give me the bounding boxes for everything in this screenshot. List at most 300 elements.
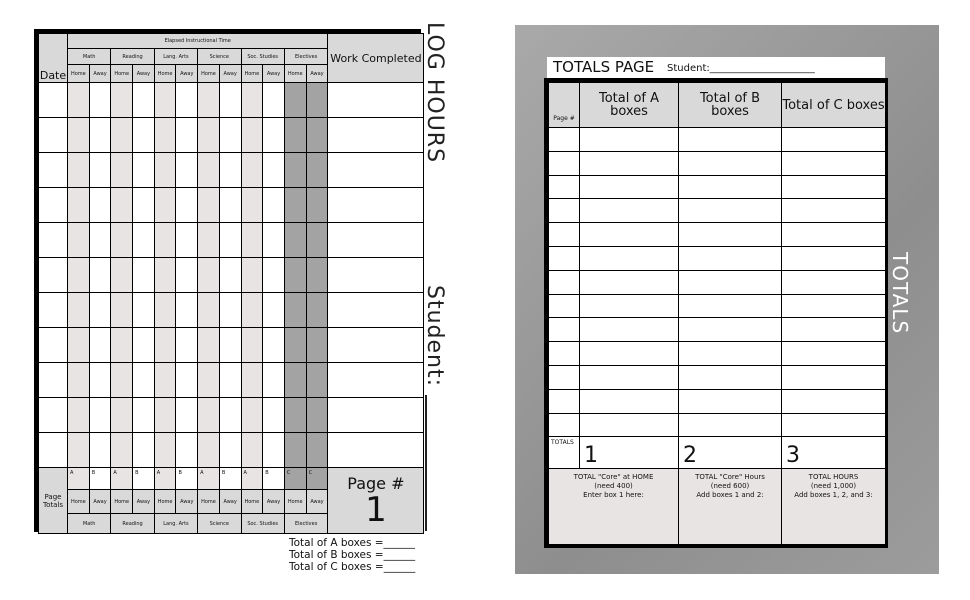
total-cell[interactable] xyxy=(782,389,886,413)
total-cell[interactable] xyxy=(782,175,886,199)
totals-row xyxy=(549,413,886,437)
page-number-cell[interactable] xyxy=(549,270,580,294)
log-row xyxy=(39,328,424,363)
hours-cell[interactable] xyxy=(133,83,155,118)
hours-cell[interactable] xyxy=(154,433,176,468)
hours-cell[interactable] xyxy=(133,188,155,223)
log-row xyxy=(39,223,424,258)
hours-cell[interactable] xyxy=(68,293,90,328)
total-cell[interactable] xyxy=(782,246,886,270)
hours-cell[interactable] xyxy=(133,398,155,433)
hours-cell[interactable] xyxy=(68,118,90,153)
page-number-cell[interactable] xyxy=(549,413,580,437)
hours-cell[interactable] xyxy=(241,258,263,293)
hours-cell[interactable] xyxy=(154,363,176,398)
totals-table xyxy=(548,82,886,545)
subject-footer: Science xyxy=(198,514,241,534)
hours-cell[interactable] xyxy=(306,223,328,258)
totals-row xyxy=(549,223,886,247)
hours-cell[interactable] xyxy=(263,398,285,433)
total-cell[interactable] xyxy=(679,151,782,175)
instruction-line: Add boxes 1, 2, and 3: xyxy=(794,491,873,500)
work-completed-cell[interactable] xyxy=(328,433,424,468)
date-cell[interactable] xyxy=(39,398,68,433)
page-number-cell[interactable] xyxy=(549,318,580,342)
hours-cell[interactable] xyxy=(111,188,133,223)
page-number-cell[interactable] xyxy=(549,175,580,199)
hours-cell[interactable] xyxy=(241,188,263,223)
instruction-line: Add boxes 1 and 2: xyxy=(696,491,764,500)
hours-cell[interactable] xyxy=(68,398,90,433)
hours-cell[interactable] xyxy=(89,433,111,468)
hours-cell[interactable] xyxy=(198,328,220,363)
hours-cell[interactable] xyxy=(263,188,285,223)
hours-cell[interactable] xyxy=(219,433,241,468)
hours-cell[interactable] xyxy=(306,83,328,118)
hours-cell[interactable] xyxy=(284,188,306,223)
subject-footer: Reading xyxy=(111,514,154,534)
total-box-b[interactable]: B xyxy=(133,468,155,490)
date-cell[interactable] xyxy=(39,153,68,188)
hours-cell[interactable] xyxy=(306,328,328,363)
total-cell[interactable] xyxy=(782,128,886,152)
hours-cell[interactable] xyxy=(306,258,328,293)
away-label: Away xyxy=(306,490,328,514)
total-cell[interactable] xyxy=(679,128,782,152)
instructions-row xyxy=(549,469,886,545)
date-cell[interactable] xyxy=(39,293,68,328)
work-completed-cell[interactable] xyxy=(328,398,424,433)
hours-cell[interactable] xyxy=(133,258,155,293)
hours-cell[interactable] xyxy=(176,83,198,118)
hours-cell[interactable] xyxy=(198,153,220,188)
home-label: Home xyxy=(241,490,263,514)
page-totals-row xyxy=(39,468,424,490)
work-completed-cell[interactable] xyxy=(328,363,424,398)
date-cell[interactable] xyxy=(39,433,68,468)
hours-cell[interactable] xyxy=(111,363,133,398)
hours-cell[interactable] xyxy=(241,118,263,153)
hours-cell[interactable] xyxy=(306,433,328,468)
hours-cell[interactable] xyxy=(89,398,111,433)
hours-cell[interactable] xyxy=(219,153,241,188)
grand-total-box-2[interactable]: 2 xyxy=(679,437,782,469)
instruction-line: (need 400) xyxy=(594,482,633,491)
total-cell[interactable] xyxy=(679,365,782,389)
hours-cell[interactable] xyxy=(263,153,285,188)
page-number-cell[interactable] xyxy=(549,199,580,223)
hours-cell[interactable] xyxy=(68,83,90,118)
log-row xyxy=(39,118,424,153)
totals-table-frame xyxy=(544,78,888,548)
log-row xyxy=(39,153,424,188)
hours-cell[interactable] xyxy=(219,223,241,258)
hours-cell[interactable] xyxy=(68,258,90,293)
hours-cell[interactable] xyxy=(89,293,111,328)
total-cell[interactable] xyxy=(679,389,782,413)
total-cell[interactable] xyxy=(580,151,679,175)
total-cell[interactable] xyxy=(679,246,782,270)
hours-cell[interactable] xyxy=(68,188,90,223)
hours-cell[interactable] xyxy=(306,398,328,433)
away-header: Away xyxy=(219,65,241,83)
hours-cell[interactable] xyxy=(176,293,198,328)
home-header: Home xyxy=(154,65,176,83)
hours-cell[interactable] xyxy=(176,153,198,188)
hours-cell[interactable] xyxy=(284,118,306,153)
totals-row xyxy=(549,270,886,294)
hours-cell[interactable] xyxy=(111,118,133,153)
totals-row xyxy=(549,128,886,152)
page-number-cell[interactable] xyxy=(549,294,580,318)
instruction-line: TOTAL "Core" Hours xyxy=(695,473,765,482)
hours-cell[interactable] xyxy=(263,83,285,118)
total-box-c[interactable]: C xyxy=(284,468,306,490)
work-completed-header: Work Completed xyxy=(328,34,424,83)
hours-cell[interactable] xyxy=(263,223,285,258)
total-cell[interactable] xyxy=(580,270,679,294)
totals-row xyxy=(549,151,886,175)
totals-row xyxy=(549,246,886,270)
hours-cell[interactable] xyxy=(284,398,306,433)
hours-cell[interactable] xyxy=(154,83,176,118)
date-cell[interactable] xyxy=(39,223,68,258)
total-cell[interactable] xyxy=(580,128,679,152)
log-row xyxy=(39,83,424,118)
hours-cell[interactable] xyxy=(154,118,176,153)
page-number-cell[interactable] xyxy=(549,223,580,247)
totals-header: Page # xyxy=(549,83,580,128)
hours-cell[interactable] xyxy=(198,433,220,468)
hours-cell[interactable] xyxy=(284,328,306,363)
hours-cell[interactable] xyxy=(263,293,285,328)
date-header: Date xyxy=(39,34,68,83)
total-cell[interactable] xyxy=(580,246,679,270)
hours-cell[interactable] xyxy=(154,293,176,328)
hours-cell[interactable] xyxy=(306,118,328,153)
total-cell[interactable] xyxy=(580,389,679,413)
hours-cell[interactable] xyxy=(241,153,263,188)
hours-cell[interactable] xyxy=(68,433,90,468)
work-completed-cell[interactable] xyxy=(328,223,424,258)
box-total-line[interactable]: Total of A boxes =______ xyxy=(289,537,416,549)
total-box-b[interactable]: B xyxy=(263,468,285,490)
away-header: Away xyxy=(306,65,328,83)
hours-cell[interactable] xyxy=(241,83,263,118)
hours-cell[interactable] xyxy=(68,328,90,363)
total-cell[interactable] xyxy=(782,342,886,366)
hours-cell[interactable] xyxy=(306,363,328,398)
away-header: Away xyxy=(176,65,198,83)
hours-cell[interactable] xyxy=(133,153,155,188)
date-cell[interactable] xyxy=(39,118,68,153)
hours-cell[interactable] xyxy=(176,328,198,363)
subject-footer: Electives xyxy=(284,514,328,534)
instruction-line: TOTAL "Core" at HOME xyxy=(573,473,654,482)
hours-cell[interactable] xyxy=(68,153,90,188)
hours-cell[interactable] xyxy=(68,223,90,258)
total-box-b[interactable]: B xyxy=(89,468,111,490)
hours-cell[interactable] xyxy=(284,258,306,293)
hours-cell[interactable] xyxy=(263,433,285,468)
instruction-line: TOTAL HOURS xyxy=(808,473,859,482)
hours-cell[interactable] xyxy=(111,83,133,118)
hours-cell[interactable] xyxy=(133,433,155,468)
hours-cell[interactable] xyxy=(219,293,241,328)
hours-cell[interactable] xyxy=(306,293,328,328)
hours-cell[interactable] xyxy=(133,118,155,153)
home-label: Home xyxy=(198,490,220,514)
header-row xyxy=(549,83,886,128)
subject-header: Reading xyxy=(111,49,154,65)
total-cell[interactable] xyxy=(782,270,886,294)
hours-cell[interactable] xyxy=(154,328,176,363)
hours-cell[interactable] xyxy=(154,223,176,258)
hours-cell[interactable] xyxy=(241,223,263,258)
hours-cell[interactable] xyxy=(154,398,176,433)
hours-cell[interactable] xyxy=(111,223,133,258)
log-row xyxy=(39,188,424,223)
page-number-cell[interactable] xyxy=(549,389,580,413)
page-number-cell[interactable] xyxy=(549,246,580,270)
away-label: Away xyxy=(89,490,111,514)
total-box-a[interactable]: A xyxy=(198,468,220,490)
hours-cell[interactable] xyxy=(111,398,133,433)
instruction-cell[interactable] xyxy=(782,469,886,545)
total-box-a[interactable]: A xyxy=(241,468,263,490)
hours-cell[interactable] xyxy=(219,398,241,433)
hours-cell[interactable] xyxy=(176,363,198,398)
hours-cell[interactable] xyxy=(219,83,241,118)
hours-cell[interactable] xyxy=(241,398,263,433)
total-cell[interactable] xyxy=(782,318,886,342)
page-number[interactable]: 1 xyxy=(365,490,387,530)
subject-header: Electives xyxy=(284,49,328,65)
hours-cell[interactable] xyxy=(241,363,263,398)
home-header: Home xyxy=(68,65,90,83)
hours-cell[interactable] xyxy=(89,188,111,223)
total-cell[interactable] xyxy=(580,223,679,247)
hours-cell[interactable] xyxy=(306,188,328,223)
total-cell[interactable] xyxy=(580,294,679,318)
away-label: Away xyxy=(176,490,198,514)
total-cell[interactable] xyxy=(679,223,782,247)
hours-cell[interactable] xyxy=(198,223,220,258)
totals-row xyxy=(549,318,886,342)
hours-cell[interactable] xyxy=(241,328,263,363)
totals-row xyxy=(549,199,886,223)
total-box-c[interactable]: C xyxy=(306,468,328,490)
page-number-box xyxy=(328,468,424,534)
page-number-cell[interactable] xyxy=(549,151,580,175)
hours-cell[interactable] xyxy=(89,118,111,153)
page-number-cell[interactable] xyxy=(549,365,580,389)
hours-cell[interactable] xyxy=(176,258,198,293)
hours-cell[interactable] xyxy=(306,153,328,188)
total-box-a[interactable]: A xyxy=(154,468,176,490)
hours-cell[interactable] xyxy=(284,433,306,468)
hours-cell[interactable] xyxy=(198,188,220,223)
hours-cell[interactable] xyxy=(219,258,241,293)
instruction-line: Enter box 1 here: xyxy=(583,491,644,500)
totals-row xyxy=(549,294,886,318)
total-cell[interactable] xyxy=(679,413,782,437)
hours-cell[interactable] xyxy=(263,258,285,293)
total-cell[interactable] xyxy=(679,318,782,342)
hours-cell[interactable] xyxy=(198,118,220,153)
hours-cell[interactable] xyxy=(198,363,220,398)
hours-cell[interactable] xyxy=(198,258,220,293)
page-label: Page # xyxy=(347,474,405,493)
total-cell[interactable] xyxy=(782,413,886,437)
hours-cell[interactable] xyxy=(263,363,285,398)
hours-cell[interactable] xyxy=(89,83,111,118)
subject-footer: Math xyxy=(68,514,111,534)
hours-cell[interactable] xyxy=(154,188,176,223)
total-cell[interactable] xyxy=(782,223,886,247)
hours-cell[interactable] xyxy=(89,223,111,258)
hours-cell[interactable] xyxy=(219,188,241,223)
hours-cell[interactable] xyxy=(241,433,263,468)
work-completed-cell[interactable] xyxy=(328,188,424,223)
hours-cell[interactable] xyxy=(111,328,133,363)
log-hours-table xyxy=(38,33,424,534)
hours-cell[interactable] xyxy=(176,118,198,153)
total-box-b[interactable]: B xyxy=(176,468,198,490)
page-number-cell[interactable] xyxy=(549,342,580,366)
hours-cell[interactable] xyxy=(198,398,220,433)
hours-cell[interactable] xyxy=(111,293,133,328)
total-cell[interactable] xyxy=(782,365,886,389)
page-number-cell[interactable] xyxy=(549,128,580,152)
hours-cell[interactable] xyxy=(89,328,111,363)
home-label: Home xyxy=(154,490,176,514)
date-cell[interactable] xyxy=(39,363,68,398)
totals-side-title: TOTALS xyxy=(888,252,912,335)
log-row xyxy=(39,293,424,328)
total-cell[interactable] xyxy=(782,151,886,175)
hours-cell[interactable] xyxy=(176,188,198,223)
date-cell[interactable] xyxy=(39,328,68,363)
hours-cell[interactable] xyxy=(133,293,155,328)
total-cell[interactable] xyxy=(580,199,679,223)
total-cell[interactable] xyxy=(679,294,782,318)
totals-student-field[interactable]: Student:_____________________ xyxy=(667,63,815,74)
hours-cell[interactable] xyxy=(154,258,176,293)
total-cell[interactable] xyxy=(679,270,782,294)
totals-label: TOTALS xyxy=(549,437,580,469)
work-completed-cell[interactable] xyxy=(328,153,424,188)
hours-cell[interactable] xyxy=(89,363,111,398)
totals-row xyxy=(549,389,886,413)
hours-cell[interactable] xyxy=(198,293,220,328)
total-cell[interactable] xyxy=(580,413,679,437)
page-totals-label: Page Totals xyxy=(39,468,68,534)
home-label: Home xyxy=(68,490,90,514)
work-completed-cell[interactable] xyxy=(328,118,424,153)
hours-cell[interactable] xyxy=(111,258,133,293)
home-header: Home xyxy=(241,65,263,83)
away-header: Away xyxy=(89,65,111,83)
work-completed-cell[interactable] xyxy=(328,293,424,328)
home-header: Home xyxy=(111,65,133,83)
hours-cell[interactable] xyxy=(263,118,285,153)
student-name-line[interactable] xyxy=(425,395,427,531)
date-cell[interactable] xyxy=(39,258,68,293)
hours-cell[interactable] xyxy=(284,293,306,328)
hours-cell[interactable] xyxy=(284,363,306,398)
total-cell[interactable] xyxy=(580,342,679,366)
date-cell[interactable] xyxy=(39,188,68,223)
home-header: Home xyxy=(284,65,306,83)
totals-row xyxy=(549,365,886,389)
log-row xyxy=(39,433,424,468)
hours-cell[interactable] xyxy=(263,328,285,363)
header-row xyxy=(39,34,424,49)
hours-cell[interactable] xyxy=(176,433,198,468)
total-box-a[interactable]: A xyxy=(111,468,133,490)
grand-total-box-1[interactable]: 1 xyxy=(580,437,679,469)
date-cell[interactable] xyxy=(39,83,68,118)
hours-cell[interactable] xyxy=(219,118,241,153)
box-totals xyxy=(289,537,415,573)
hours-cell[interactable] xyxy=(219,328,241,363)
hours-cell[interactable] xyxy=(176,398,198,433)
hours-cell[interactable] xyxy=(68,363,90,398)
total-cell[interactable] xyxy=(580,175,679,199)
work-completed-cell[interactable] xyxy=(328,258,424,293)
hours-cell[interactable] xyxy=(133,363,155,398)
totals-header: Total of B boxes xyxy=(679,83,782,128)
hours-cell[interactable] xyxy=(198,83,220,118)
hours-cell[interactable] xyxy=(111,153,133,188)
hours-cell[interactable] xyxy=(133,223,155,258)
total-cell[interactable] xyxy=(580,318,679,342)
totals-row xyxy=(549,175,886,199)
hours-cell[interactable] xyxy=(111,433,133,468)
hours-cell[interactable] xyxy=(284,153,306,188)
total-cell[interactable] xyxy=(679,342,782,366)
work-completed-cell[interactable] xyxy=(328,328,424,363)
total-cell[interactable] xyxy=(679,199,782,223)
away-label: Away xyxy=(133,490,155,514)
hours-cell[interactable] xyxy=(89,153,111,188)
log-hours-title: LOG HOURS xyxy=(422,22,447,164)
hours-cell[interactable] xyxy=(176,223,198,258)
total-cell[interactable] xyxy=(782,199,886,223)
hours-cell[interactable] xyxy=(284,83,306,118)
box-total-line[interactable]: Total of B boxes =______ xyxy=(289,549,416,561)
hours-cell[interactable] xyxy=(219,363,241,398)
total-cell[interactable] xyxy=(580,365,679,389)
hours-cell[interactable] xyxy=(154,153,176,188)
work-completed-cell[interactable] xyxy=(328,83,424,118)
instruction-cell[interactable] xyxy=(549,469,679,545)
instruction-cell[interactable] xyxy=(679,469,782,545)
grand-total-box-3[interactable]: 3 xyxy=(782,437,886,469)
hours-cell[interactable] xyxy=(241,293,263,328)
total-cell[interactable] xyxy=(782,294,886,318)
total-box-b[interactable]: B xyxy=(219,468,241,490)
home-label: Home xyxy=(284,490,306,514)
hours-cell[interactable] xyxy=(284,223,306,258)
total-cell[interactable] xyxy=(679,175,782,199)
hours-cell[interactable] xyxy=(89,258,111,293)
hours-cell[interactable] xyxy=(133,328,155,363)
total-box-a[interactable]: A xyxy=(68,468,90,490)
box-total-line[interactable]: Total of C boxes =______ xyxy=(289,561,416,573)
log-row xyxy=(39,398,424,433)
